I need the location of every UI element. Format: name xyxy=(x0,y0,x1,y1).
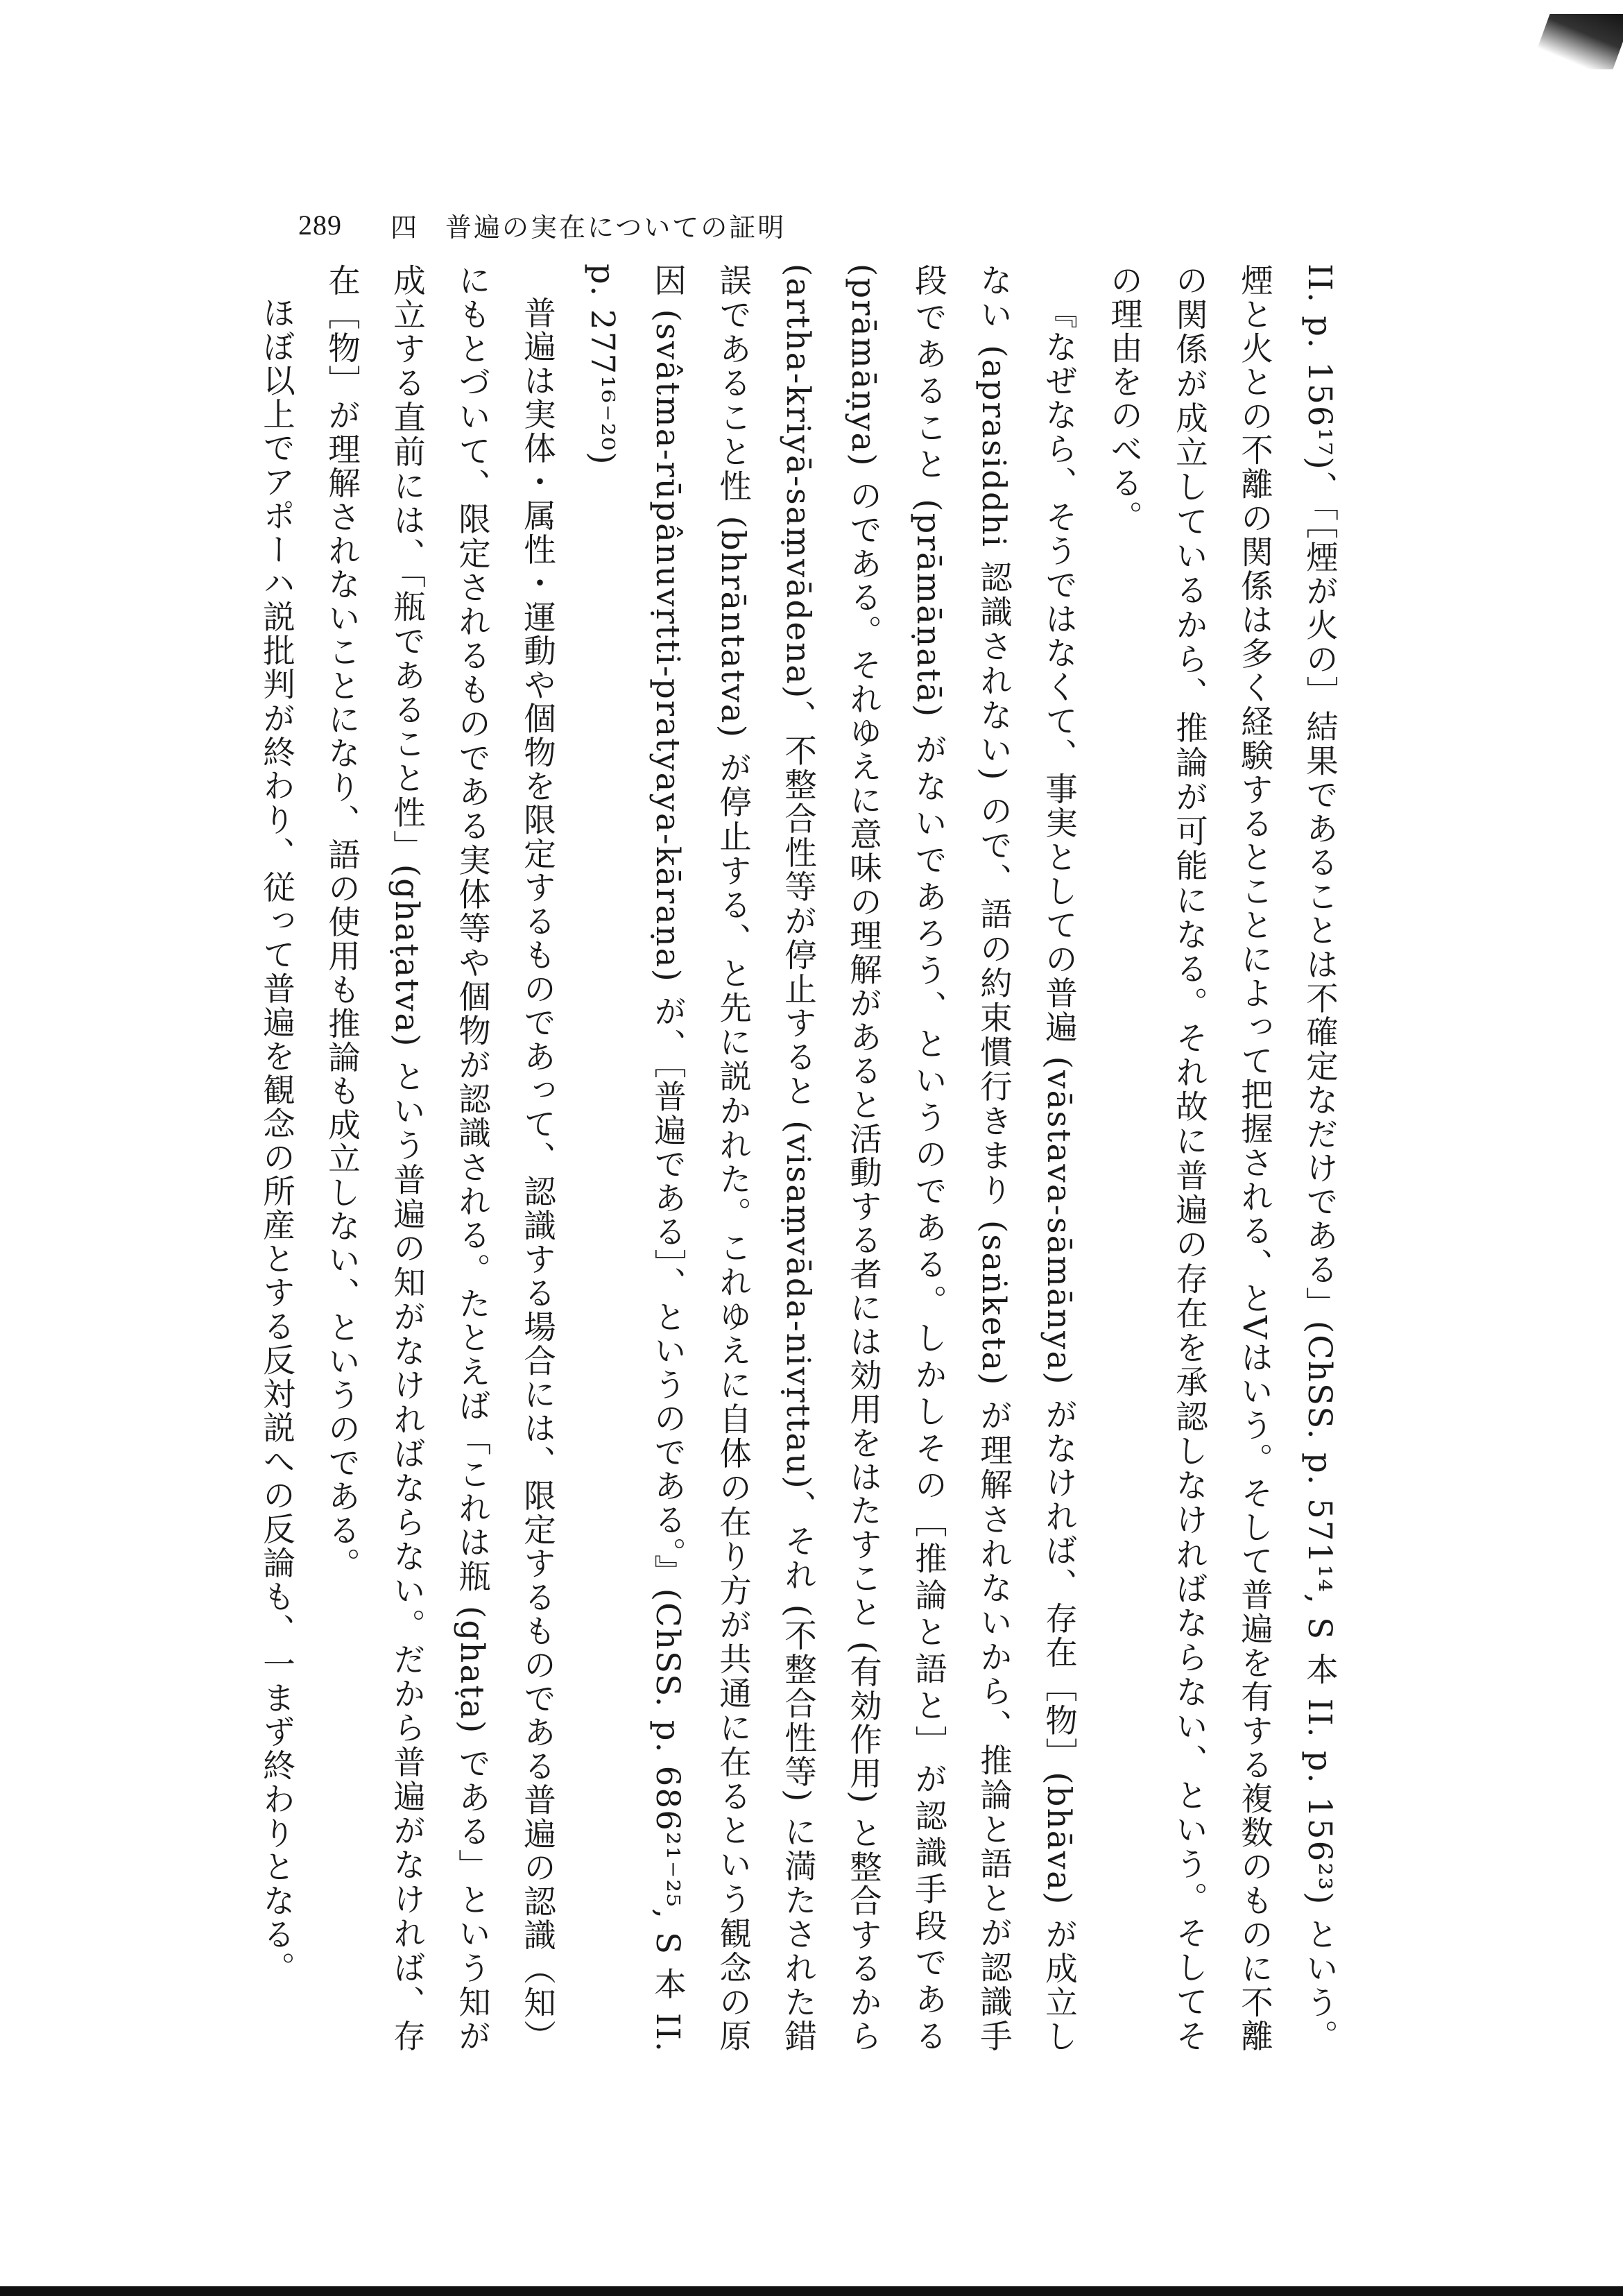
page-number: 289 xyxy=(298,209,342,241)
paragraph-conclusion: ほぼ以上でアポーハ説批判が終わり、従って普遍を観念の所産とする反対説への反論も、一まず終わりとなる。 xyxy=(258,295,295,1985)
paragraph-explanation: 普遍は実体・属性・運動や個物を限定するものであって、認識する場合には、限定するものである普遍の認識（知）にもとづいて、限定されるものである実体等や個物が認識される。たとえば「これは瓶 (ghaṭa) である」という知が成立する直前には、「瓶であること性」(ghaṭatva) という普遍の知がなければならない。だから普遍がなければ、存在［物］が理解されないことになり、語の使用も推論も成立しない、というのである。 xyxy=(323,264,556,2053)
body-text xyxy=(258,264,1352,2053)
paragraph-quotation: 『なぜなら、そうではなくて、事実としての普遍 (vāstava-sāmānya) がなければ、存在［物］(bhāva) が成立しない (aprasiddhi 認識されない) ので、語の約束慣行きまり (saṅketa) が理解されないから、推論と語とが認識手段であること (prāmāṇatā) がないであろう、というのである。しかしその［推論と語と］が認識手段である (prāmāṇya) のである。それゆえに意味の理解があると活動する者には効用をはたすこと (有効作用) と整合するから (artha-kriyā-saṃvādena)、不整合性等が停止すると (visaṃvāda-nivṛttau)、それ (不整合性等) に満たされた錯誤であること性 (bhrāntatva) が停止する、と先に説かれた。これゆえに自体の在り方が共通に在るという観念の原因 (svâtma-rūpânuvṛtti-pratyaya-kāraṇa) が、［普遍である］、というのである。』(ChSS. p. 686²¹⁻²⁵, S 本 II. p. 277¹⁶⁻²⁰) xyxy=(584,264,1078,2053)
running-header xyxy=(298,207,786,243)
chapter-number: 四 xyxy=(390,212,420,243)
scan-bottom-border xyxy=(0,2286,1623,2296)
chapter-title: 普遍の実在についての証明 xyxy=(445,212,787,243)
paragraph-continuation: II. p. 156¹⁷)、「［煙が火の］結果であることは不確定なだけである」(ChSS. p. 571¹⁴, S 本 II. p. 156²³) という。煙と火との不離の関係は多く経験するとことによって把握される、とVはいう。そして普遍を有する複数のものに不離の関係が成立しているから、推論が可能になる。それ故に普遍の存在を承認しなければならない、という。そしてその理由をのべる。 xyxy=(1106,264,1339,2053)
scan-edge-artifact xyxy=(1529,14,1623,69)
